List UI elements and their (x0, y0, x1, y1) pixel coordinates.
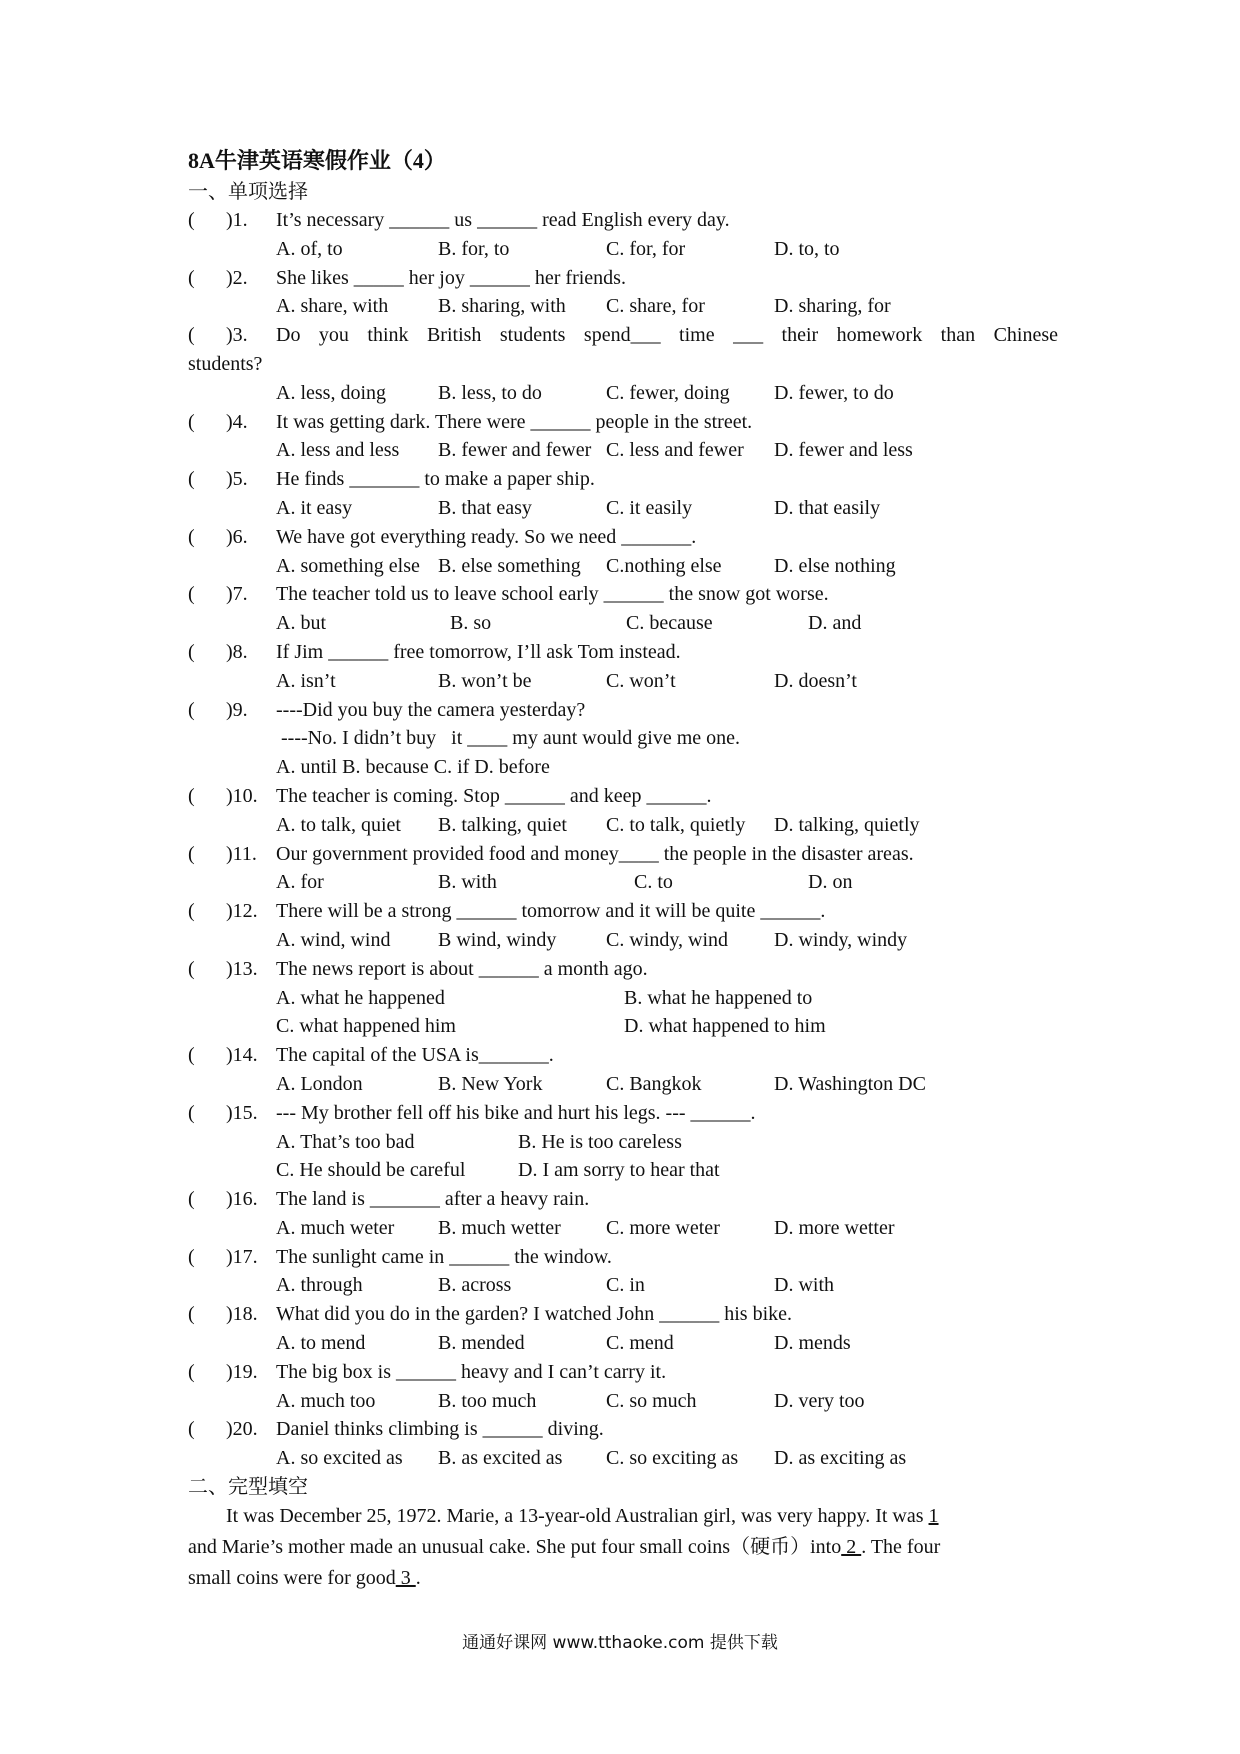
question-row (188, 955, 1058, 984)
options-row (188, 379, 1058, 408)
question-stem: There will be a strong ______ tomorrow and it will be quite ______. (276, 900, 826, 923)
question-row (188, 1300, 1058, 1329)
options-row (188, 1444, 1058, 1473)
answer-option: D. what happened to him (624, 1015, 826, 1038)
options-row (188, 1128, 1058, 1157)
answer-paren: ( (188, 1245, 195, 1268)
options-row (188, 753, 1058, 782)
options-row (188, 926, 1058, 955)
question-stem: Do you think British students spend___ time ___ their homework than Chinese (276, 324, 1058, 347)
answer-paren: ( (188, 900, 195, 923)
options-row (188, 1214, 1058, 1243)
question-row (188, 897, 1058, 926)
cloze-blank: 2 (841, 1536, 862, 1559)
question-stem: He finds _______ to make a paper ship. (276, 468, 595, 491)
question-stem: Our government provided food and money____ the people in the disaster areas. (276, 842, 914, 865)
question-number: )3. (226, 324, 248, 347)
question-number: )5. (226, 468, 248, 491)
question-row (188, 1243, 1058, 1272)
answer-option: D. mends (774, 1332, 851, 1355)
question-number: )11. (226, 842, 257, 865)
answer-option: C. because (626, 612, 713, 635)
answer-option: C. to (634, 871, 673, 894)
answer-option: D. more wetter (774, 1216, 895, 1239)
question-number: )17. (226, 1245, 258, 1268)
question-list (188, 206, 1058, 1473)
answer-option: A. what he happened (276, 986, 445, 1009)
answer-option: C. to talk, quietly (606, 813, 746, 836)
answer-option: C. won’t (606, 669, 676, 692)
answer-option: A. wind, wind (276, 928, 391, 951)
answer-option: A. but (276, 612, 326, 635)
options-row (188, 868, 1058, 897)
question-row (188, 1185, 1058, 1214)
options-row (188, 1070, 1058, 1099)
answer-option: A. so excited as (276, 1447, 403, 1470)
question-stem: The teacher is coming. Stop ______ and keep ______. (276, 784, 712, 807)
question-row (188, 465, 1058, 494)
answer-option: A. share, with (276, 295, 389, 318)
answer-paren: ( (188, 1188, 195, 1211)
answer-paren: ( (188, 1360, 195, 1383)
answer-option: C. for, for (606, 237, 686, 260)
question-row (188, 264, 1058, 293)
answer-option: D. with (774, 1274, 834, 1297)
answer-paren: ( (188, 468, 195, 491)
answer-option: B. that easy (438, 496, 532, 519)
answer-option: B. else something (438, 554, 581, 577)
options-row (188, 494, 1058, 523)
question-number: )18. (226, 1303, 258, 1326)
answer-option: B. New York (438, 1072, 543, 1095)
answer-option: C. it easily (606, 496, 693, 519)
answer-option: D. I am sorry to hear that (518, 1159, 720, 1182)
answer-option: A. through (276, 1274, 363, 1297)
passage-line: and Marie’s mother made an unusual cake. She put four small coins（硬币）into 2 . The four (188, 1536, 941, 1559)
question-number: )2. (226, 266, 248, 289)
question-number: )15. (226, 1101, 258, 1124)
answer-option: A. much weter (276, 1216, 395, 1239)
answer-option: D. that easily (774, 496, 881, 519)
answer-option: C. share, for (606, 295, 705, 318)
question-stem: Daniel thinks climbing is ______ diving. (276, 1418, 604, 1441)
question-stem: The teacher told us to leave school early ______ the snow got worse. (276, 583, 829, 606)
options-row (188, 609, 1058, 638)
answer-option: B. what he happened to (624, 986, 813, 1009)
options-row (188, 667, 1058, 696)
question-row (188, 206, 1058, 235)
question-number: )9. (226, 698, 248, 721)
answer-option: A. for (276, 871, 324, 894)
answer-option: A. less and less (276, 439, 400, 462)
question-row (188, 782, 1058, 811)
answer-option: B. for, to (438, 237, 510, 260)
answer-option: A. to talk, quiet (276, 813, 401, 836)
question-number: )12. (226, 900, 258, 923)
answer-option: D. windy, windy (774, 928, 908, 951)
answer-paren: ( (188, 1044, 195, 1067)
worksheet (188, 146, 1058, 1594)
answer-option: A. to mend (276, 1332, 366, 1355)
answer-option: C. more weter (606, 1216, 720, 1239)
question-stem: She likes _____ her joy ______ her friends. (276, 266, 626, 289)
answer-option: C. mend (606, 1332, 674, 1355)
question-number: )14. (226, 1044, 258, 1067)
passage-line: It was December 25, 1972. Marie, a 13-year-old Australian girl, was very happy. It was 1 (226, 1505, 939, 1528)
question-stem: ----Did you buy the camera yesterday? (276, 698, 586, 721)
answer-option: C. in (606, 1274, 645, 1297)
options-row (188, 436, 1058, 465)
question-number: )16. (226, 1188, 258, 1211)
answer-option: B. much wetter (438, 1216, 561, 1239)
question-number: )20. (226, 1418, 258, 1441)
answer-option: D. fewer, to do (774, 381, 894, 404)
answer-option: C. Bangkok (606, 1072, 702, 1095)
answer-option: B. so (450, 612, 492, 635)
options-row (188, 552, 1058, 581)
answer-option: A. less, doing (276, 381, 386, 404)
question-row (188, 580, 1058, 609)
answer-paren: ( (188, 1101, 195, 1124)
answer-option: B. mended (438, 1332, 525, 1355)
answer-option: D. fewer and less (774, 439, 913, 462)
answer-option: C. less and fewer (606, 439, 744, 462)
answer-option: C. fewer, doing (606, 381, 730, 404)
section-heading-multiple-choice: 一、单项选择 (188, 181, 308, 203)
question-number: )1. (226, 209, 248, 231)
question-row (188, 638, 1058, 667)
answer-paren: ( (188, 784, 195, 807)
cloze-blank: 3 (395, 1567, 416, 1590)
answer-option: B. talking, quiet (438, 813, 567, 836)
cloze-passage (188, 1501, 1058, 1594)
question-number: )6. (226, 525, 248, 548)
answer-option: D. and (808, 612, 862, 635)
question-stem: The sunlight came in ______ the window. (276, 1245, 612, 1268)
question-row (188, 408, 1058, 437)
answer-paren: ( (188, 209, 195, 231)
question-stem: The news report is about ______ a month ago. (276, 957, 648, 980)
answer-option: C. what happened him (276, 1015, 456, 1038)
answer-option: D. sharing, for (774, 295, 891, 318)
answer-paren: ( (188, 324, 195, 347)
answer-option: A. isn’t (276, 669, 336, 692)
answer-paren: ( (188, 1303, 195, 1326)
answer-paren: ( (188, 957, 195, 980)
answer-option: C. He should be careful (276, 1159, 466, 1182)
question-stem-continued: students? (188, 352, 263, 375)
answer-options: A. until B. because C. if D. before (276, 756, 550, 779)
question-number: )13. (226, 957, 258, 980)
options-row (188, 1271, 1058, 1300)
answer-option: B. less, to do (438, 381, 542, 404)
answer-option: C. windy, wind (606, 928, 729, 951)
answer-option: D. on (808, 871, 853, 894)
answer-paren: ( (188, 410, 195, 433)
question-stem: We have got everything ready. So we need _______. (276, 525, 697, 548)
answer-option: B. fewer and fewer (438, 439, 592, 462)
answer-option: D. talking, quietly (774, 813, 920, 836)
answer-option: D. else nothing (774, 554, 896, 577)
section-heading-cloze: 二、完型填空 (188, 1476, 308, 1499)
options-row (188, 292, 1058, 321)
question-stem: The big box is ______ heavy and I can’t carry it. (276, 1360, 667, 1383)
answer-paren: ( (188, 1418, 195, 1441)
question-stem: It’s necessary ______ us ______ read English every day. (276, 209, 730, 231)
passage-line: small coins were for good 3 . (188, 1567, 421, 1590)
question-row (188, 696, 1058, 725)
answer-option: D. Washington DC (774, 1072, 926, 1095)
answer-option: D. as exciting as (774, 1447, 907, 1470)
question-row (188, 523, 1058, 552)
question-number: )19. (226, 1360, 258, 1383)
question-number: )7. (226, 583, 248, 606)
question-row (188, 321, 1058, 350)
question-row (188, 1415, 1058, 1444)
question-number: )4. (226, 410, 248, 433)
answer-option: B. across (438, 1274, 512, 1297)
answer-option: B. won’t be (438, 669, 532, 692)
question-row (188, 1099, 1058, 1128)
question-stem: The land is _______ after a heavy rain. (276, 1188, 590, 1211)
question-row (188, 1041, 1058, 1070)
answer-option: A. of, to (276, 237, 343, 260)
question-number: )10. (226, 784, 258, 807)
question-dialogue-line (188, 724, 1058, 753)
answer-paren: ( (188, 698, 195, 721)
answer-option: B. with (438, 871, 497, 894)
question-row (188, 1358, 1058, 1387)
question-stem: It was getting dark. There were ______ people in the street. (276, 410, 753, 433)
answer-paren: ( (188, 640, 195, 663)
question-stem: What did you do in the garden? I watched John ______ his bike. (276, 1303, 792, 1326)
cloze-blank: 1 (928, 1505, 939, 1528)
answer-option: B. sharing, with (438, 295, 566, 318)
question-number: )8. (226, 640, 248, 663)
options-row (188, 1012, 1058, 1041)
answer-option: D. very too (774, 1389, 865, 1412)
answer-option: A. much too (276, 1389, 376, 1412)
options-row (188, 811, 1058, 840)
question-stem: If Jim ______ free tomorrow, I’ll ask Tom instead. (276, 640, 681, 663)
answer-option: B. as excited as (438, 1447, 563, 1470)
question-row (188, 840, 1058, 869)
answer-option: C. so much (606, 1389, 697, 1412)
options-row (188, 984, 1058, 1013)
answer-option: A. something else (276, 554, 420, 577)
worksheet-title: 8A牛津英语寒假作业（4） (188, 148, 446, 173)
question-stem: ----No. I didn’t buy it ____ my aunt would give me one. (276, 727, 741, 750)
question-stem: --- My brother fell off his bike and hurt his legs. --- ______. (276, 1101, 756, 1124)
answer-option: A. it easy (276, 496, 353, 519)
answer-option: B. too much (438, 1389, 537, 1412)
answer-option: A. London (276, 1072, 363, 1095)
answer-paren: ( (188, 842, 195, 865)
answer-option: B. He is too careless (518, 1130, 682, 1153)
answer-option: C. so exciting as (606, 1447, 739, 1470)
answer-option: A. That’s too bad (276, 1130, 415, 1153)
answer-option: B wind, windy (438, 928, 557, 951)
options-row (188, 1329, 1058, 1358)
options-row (188, 1156, 1058, 1185)
options-row (188, 235, 1058, 264)
answer-option: C.nothing else (606, 554, 722, 577)
question-stem: The capital of the USA is_______. (276, 1044, 554, 1067)
options-row (188, 1387, 1058, 1416)
answer-paren: ( (188, 583, 195, 606)
footer-download-note: 通通好课网 www.tthaoke.com 提供下载 (462, 1633, 778, 1653)
answer-option: D. doesn’t (774, 669, 857, 692)
answer-paren: ( (188, 266, 195, 289)
answer-paren: ( (188, 525, 195, 548)
answer-option: D. to, to (774, 237, 840, 260)
